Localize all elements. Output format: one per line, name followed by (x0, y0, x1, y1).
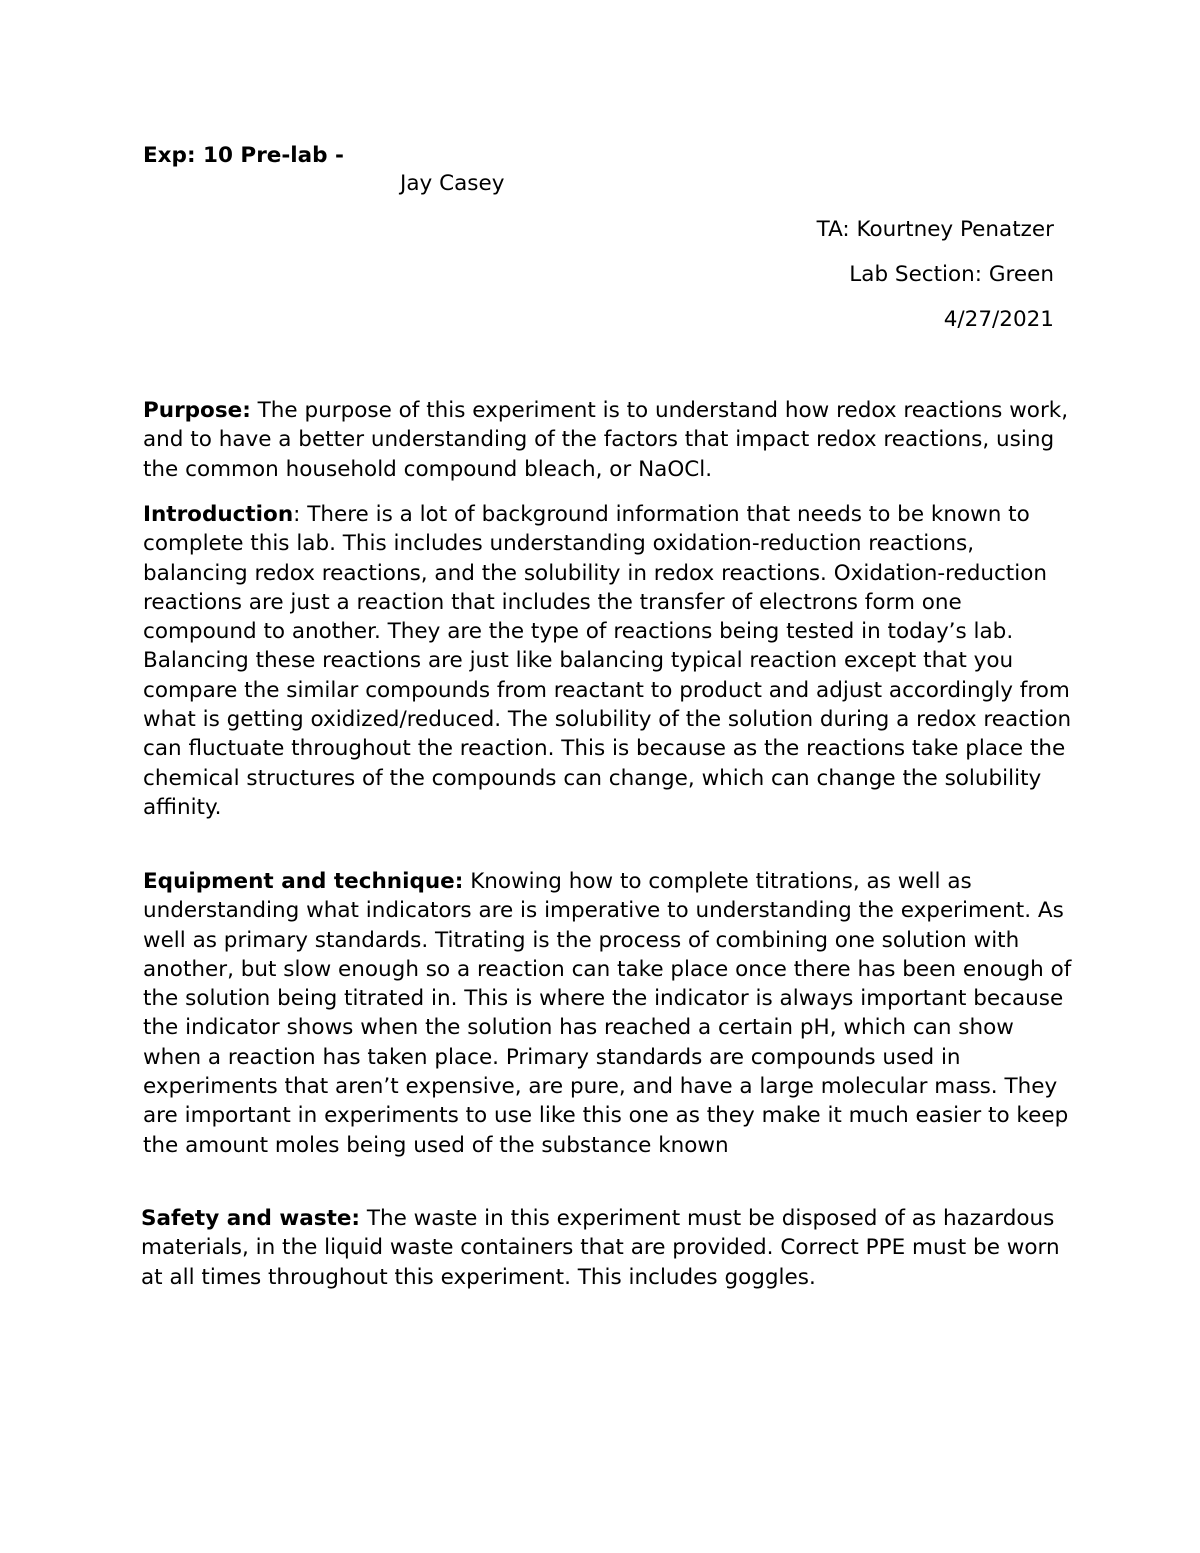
introduction-paragraph (143, 500, 1073, 822)
purpose-heading: Purpose: (143, 398, 251, 423)
equipment-heading: Equipment and technique: (143, 869, 464, 894)
author-name: Jay Casey (400, 171, 505, 196)
safety-heading: Safety and waste: (141, 1206, 361, 1231)
purpose-paragraph (143, 396, 1073, 484)
safety-paragraph (141, 1204, 1071, 1292)
safety-text: The waste in this experiment must be disposed of as hazardous materials, in the liquid waste containers that are provided. Correct PPE must be worn at all times throughout this experiment. This includes goggles. (141, 1206, 1060, 1290)
purpose-text: The purpose of this experiment is to understand how redox reactions work, and to have a better understanding of the factors that impact redox reactions, using the common household compound bleach, or NaOCl. (143, 398, 1069, 482)
experiment-title: Exp: 10 Pre-lab - (143, 143, 344, 168)
introduction-text: : There is a lot of background information that needs to be known to complete this lab. This includes understanding oxidation-reduction reactions, balancing redox reactions, and the solubility in redox reactions. Oxidation-reduction reactions are just a reaction that includes the transfer of electrons form one compound to another. They are the type of reactions being tested in today’s lab. Balancing these reactions are just like balancing typical reaction except that you compare the similar compounds from reactant to product and adjust accordingly from what is getting oxidized/reduced. The solubility of the solution during a redox reaction can fluctuate throughout the reaction. This is because as the reactions take place the chemical structures of the compounds can change, which can change the solubility affinity. (143, 502, 1072, 820)
introduction-heading: Introduction (143, 502, 294, 527)
equipment-text: Knowing how to complete titrations, as well as understanding what indicators are is imperative to understanding the experiment. As well as primary standards. Titrating is the process of combining one solution with another, but slow enough so a reaction can take place once there has been enough of the solution being titrated in. This is where the indicator is always important because the indicator shows when the solution has reached a certain pH, which can show when a reaction has taken place. Primary standards are compounds used in experiments that aren’t expensive, are pure, and have a large molecular mass. They are important in experiments to use like this one as they make it much easier to keep the amount moles being used of the substance known (143, 869, 1072, 1158)
ta-name: TA: Kourtney Penatzer (816, 217, 1054, 242)
report-date: 4/27/2021 (943, 307, 1054, 332)
lab-section: Lab Section: Green (849, 262, 1054, 287)
equipment-paragraph (143, 867, 1073, 1160)
